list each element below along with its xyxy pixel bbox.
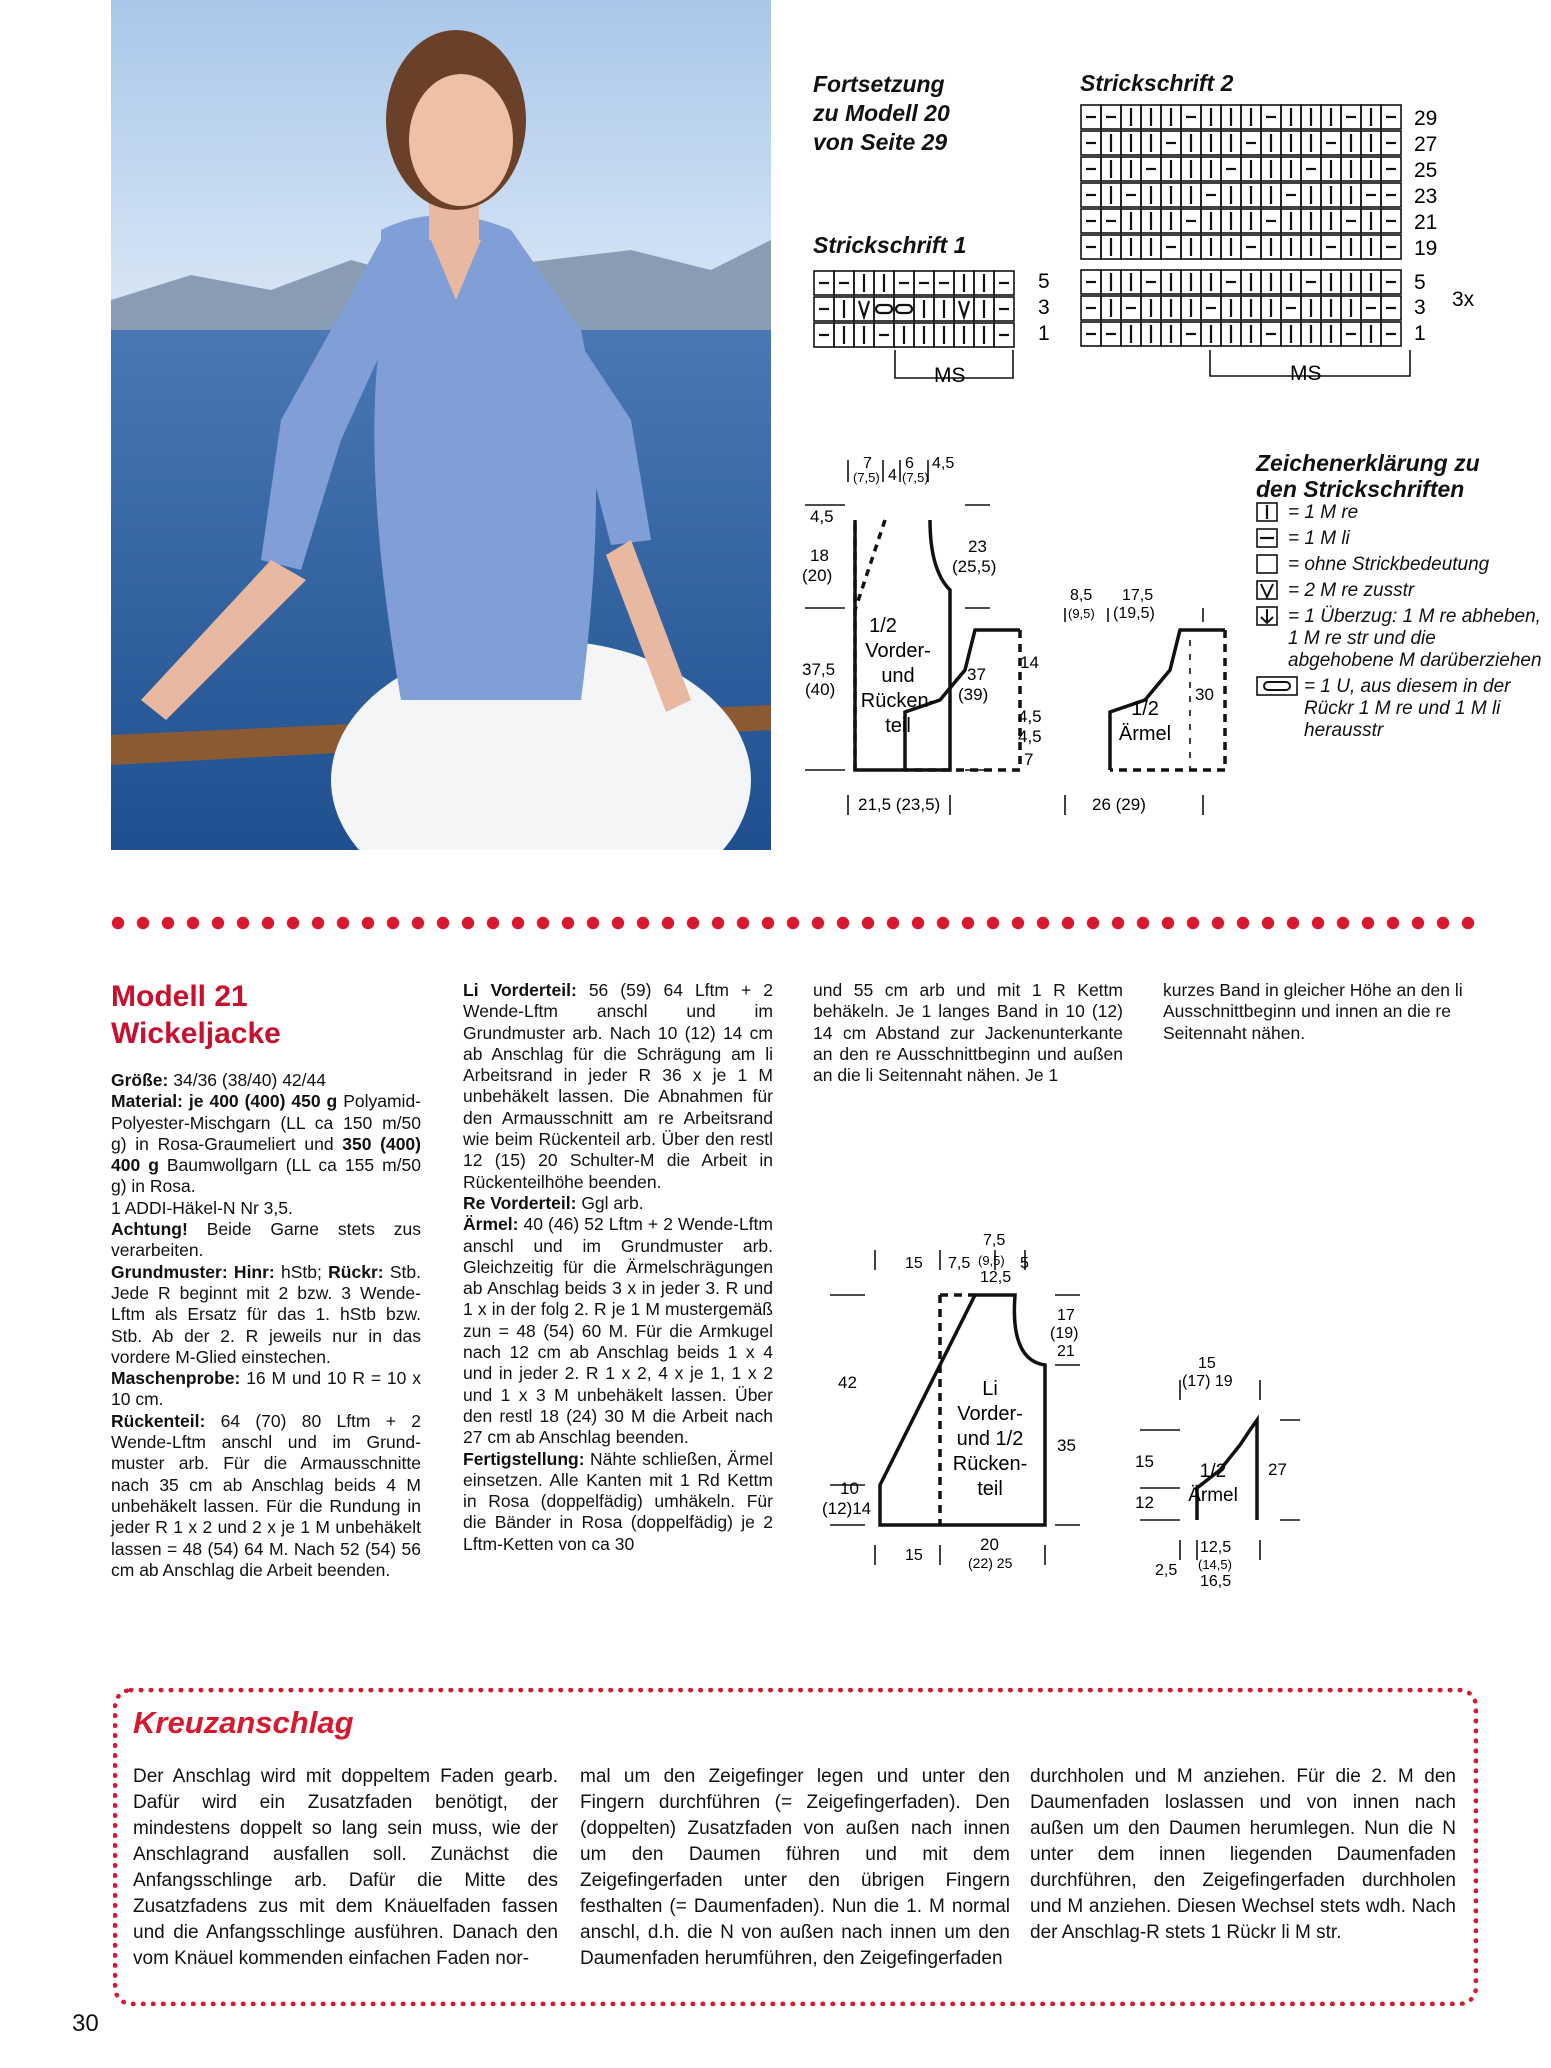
red-dot xyxy=(1137,917,1149,929)
red-dot xyxy=(487,917,499,929)
red-dot xyxy=(1362,917,1374,929)
top-m-c: 6 xyxy=(905,455,914,472)
chart2-row-3: 3 xyxy=(1414,296,1426,319)
instructions-col2: Li Vorderteil: 56 (59) 64 Lftm + 2 Wende-Lftm anschl und im Grundmuster arb. Nach 10 (12) 14 cm ab Anschlag für die Schrägung am li Arbeitsrand in jeder R 36 x je 1 M unbehäkelt lassen. Die Abnahmen für den Armausschnitt am re Arbeitsrand wie beim Rückenteil arb. Über den restl 12 (15) 20 Schulter-M die Arbeit in Rückenteilhöhe beenden. Re Vorderteil: Ggl arb. Ärmel: 40 (46) 52 Lftm + 2 Wende-Lftm anschl und im Grundmuster arb. Gleichzeitig für die Ärmelschrägungen ab Anschlag beids 3 x in jeder 3. R und 1 x in der folg 2. R je 1 M mustergemäß zun = 48 (54) 60 M. Für die Armkugel nach 12 cm ab Anschlag beids 1 x 4 und in jeder 2. R 1 x 2, 4 x je 1, 1 x 2 und 1 x 3 M unbehäkelt lassen. Über den restl 18 (24) 30 M die Arbeit nach 27 cm ab Anschlag beenden. Fertigstellung: Nähte schließen, Ärmel einsetzen. Alle Kanten mit 1 Rd Kettm in Rosa (doppelfädig) umhäkeln. Für die Bänder in Rosa (doppelfädig) je 2 Lftm-Ketten von ca 30 xyxy=(463,980,773,1554)
red-dot xyxy=(187,917,199,929)
instructions-col3: und 55 cm arb und mit 1 R Kettm behäkeln. Je 1 langes Band in 10 (12) 14 cm Abstand zur Jackenunterkante an den re Ausschnittbeginn und außen an die li Seitennaht nähen. Je 1 xyxy=(813,980,1123,1086)
instructions-col4: kurzes Band in gleicher Höhe an den li Ausschnittbeginn und innen an die re Seitennaht nähen. xyxy=(1163,980,1463,1043)
top-m-b: 4 xyxy=(888,467,897,484)
body-label-5: teil xyxy=(885,715,911,737)
br-m-a1: 17 xyxy=(1057,1307,1075,1324)
k2tog-symbol-icon xyxy=(1256,580,1284,600)
red-dot xyxy=(1012,917,1024,929)
red-dot xyxy=(1087,917,1099,929)
bb-m-b2: (22) 25 xyxy=(968,1555,1013,1571)
knitting-chart-2 xyxy=(1080,100,1520,390)
bt-m-a: 15 xyxy=(905,1255,923,1272)
red-dot xyxy=(662,917,674,929)
sleeve-bottom-m: 26 (29) xyxy=(1092,795,1146,814)
red-dot xyxy=(1462,917,1474,929)
sb-right: 27 xyxy=(1268,1460,1287,1479)
chart1-row-1: 1 xyxy=(1038,322,1050,345)
schematic-top xyxy=(800,450,1250,820)
red-dot xyxy=(262,917,274,929)
jacket-label-4: Rücken- xyxy=(952,1453,1028,1475)
sleeve-label-2: Ärmel xyxy=(1118,723,1172,745)
continuation-note xyxy=(813,70,950,157)
bl-m-a: 42 xyxy=(838,1373,857,1392)
red-dot xyxy=(787,917,799,929)
left-m-c1: 37,5 xyxy=(802,660,836,679)
red-dot xyxy=(362,917,374,929)
top-m-a: 7 xyxy=(863,455,872,472)
sb-left-b: 12 xyxy=(1135,1493,1154,1512)
red-dot xyxy=(1162,917,1174,929)
sleeve-left-m-a: 14 xyxy=(1020,653,1039,672)
right-m-a2: (25,5) xyxy=(952,557,997,576)
sb-bottom-a: 2,5 xyxy=(1155,1562,1178,1579)
red-dot xyxy=(237,917,249,929)
br-m-a2: (19) xyxy=(1050,1325,1079,1342)
chart2-row-25: 25 xyxy=(1414,159,1438,182)
bl-m-b2: (12)14 xyxy=(822,1499,872,1518)
bt-m-c: 5 xyxy=(1020,1255,1029,1272)
left-m-c2: (40) xyxy=(805,680,836,699)
legend-item-purl: = 1 M li xyxy=(1256,528,1546,550)
red-dot xyxy=(1337,917,1349,929)
red-dot xyxy=(462,917,474,929)
top-m-d: 4,5 xyxy=(932,455,955,472)
red-dot xyxy=(212,917,224,929)
k2tog-mark xyxy=(959,301,969,317)
model-title-line1: Modell 21 xyxy=(111,980,248,1013)
red-dot xyxy=(687,917,699,929)
red-dot xyxy=(937,917,949,929)
bl-m-b1: 10 xyxy=(840,1479,859,1498)
jacket-label-1: Li xyxy=(982,1378,998,1400)
sleeve-label-1: 1/2 xyxy=(1131,698,1159,720)
legend-item-empty: = ohne Strickbedeutung xyxy=(1256,554,1546,576)
info-box-col3: durchholen und M anziehen. Für die 2. M den Daumenfaden loslassen und von innen nach außen um den Daumen herumlegen. Nun die N unter dem innen liegenden Daumenfaden durchführen, den Zeigefingerfaden durchholen und M anziehen. Diesen Wechsel stets wdh. Nach der Anschlag-R stets 1 Rückr li M str. xyxy=(1030,1766,1456,1943)
chart2-row-5: 5 xyxy=(1414,271,1426,294)
bt-m-b1: 7,5 xyxy=(983,1232,1006,1249)
br-m-b: 35 xyxy=(1057,1436,1076,1455)
red-dot-divider xyxy=(110,913,1485,933)
model-title-line2: Wickeljacke xyxy=(111,1017,281,1050)
left-m-b2: (20) xyxy=(802,566,833,585)
sleeve-b-label-2: Ärmel xyxy=(1188,1485,1238,1506)
right-m-b1: 37 xyxy=(967,665,986,684)
chart1-row-5: 5 xyxy=(1038,270,1050,293)
schematic-bottom xyxy=(820,1230,1320,1610)
red-dot xyxy=(862,917,874,929)
red-dot xyxy=(737,917,749,929)
red-dot xyxy=(437,917,449,929)
bt-m-b0: 7,5 xyxy=(948,1255,971,1272)
top-m-a2: (7,5) xyxy=(853,470,880,485)
sleeve-right-m: 30 xyxy=(1195,685,1214,704)
model-photo xyxy=(111,0,771,850)
sb-left-a: 15 xyxy=(1135,1452,1154,1471)
bb-m-b1: 20 xyxy=(980,1535,999,1554)
sleeve-top-m-b1: 17,5 xyxy=(1122,587,1154,604)
info-box-col2: mal um den Zeigefinger legen und unter den Fingern durchführen (= Zeigefingerfaden). Den (doppelten) Zusatzfaden von außen nach innen um den Daumen führen und mit dem Zeigefingerfaden unter den übrigen Fingern festhalten (= Daumenfaden). Nun die 1. M normal anschl, d.h. die N von außen nach innen um den Daumenfaden herumführen, den Zeigefingerfaden xyxy=(580,1766,1010,1969)
sleeve-top-m-a: 8,5 xyxy=(1070,587,1093,604)
red-dot xyxy=(537,917,549,929)
body-label-4: Rücken- xyxy=(860,690,936,712)
chart2-row-19: 19 xyxy=(1414,237,1438,260)
sb-top2: (17) 19 xyxy=(1182,1373,1233,1390)
sb-bottom-b3: 16,5 xyxy=(1200,1573,1232,1590)
red-dot xyxy=(1187,917,1199,929)
red-dot xyxy=(837,917,849,929)
red-dot xyxy=(812,917,824,929)
red-dot xyxy=(912,917,924,929)
red-dot xyxy=(887,917,899,929)
legend-title-line1: Zeichenerklärung zu xyxy=(1256,450,1480,476)
chart2-row-27: 27 xyxy=(1414,133,1438,156)
body-label-1: 1/2 xyxy=(869,615,897,637)
chart2-row-29: 29 xyxy=(1414,107,1438,130)
red-dot xyxy=(337,917,349,929)
instructions-col1: Größe: 34/36 (38/40) 42/44 Material: je 400 (400) 450 g Polyamid-Polyester-Mischgarn (LL ca 150 m/50 g) in Rosa-Graumeliert und 350 (400) 400 g Baumwollgarn (LL ca 155 m/50 g) in Rosa. 1 ADDI-Häkel-N Nr 3,5. Achtung! Beide Garne stets zus verarbeiten. Grundmuster: Hinr: hStb; Rückr: Stb. Jede R beginnt mit 2 bzw. 3 Wende-Lftm als Ersatz für das 1. hStb bzw. Stb. Ab der 2. R jeweils nur in das vordere M-Glied einstechen. Maschenprobe: 16 M und 10 R = 10 x 10 cm. Rückenteil: 64 (70) 80 Lftm + 2 Wende-Lftm anschl und im Grund-muster arb. Für die Armausschnitte nach 35 cm ab Anschlag beids 4 M unbehäkelt lassen. Für die Rundung in jeder R 1 x 2 und 2 x je 1 M unbehäkelt lassen = 48 (54) 64 M. Nach 52 (54) 56 cm ab Anschlag die Arbeit beenden. xyxy=(111,1070,421,1580)
sb-bottom-b2: (14,5) xyxy=(1198,1557,1232,1572)
red-dot xyxy=(562,917,574,929)
red-dot xyxy=(1412,917,1424,929)
yo-mark xyxy=(896,305,912,313)
red-dot xyxy=(712,917,724,929)
red-dot xyxy=(1262,917,1274,929)
photo-illustration xyxy=(111,0,771,850)
jacket-label-2: Vorder- xyxy=(957,1403,1023,1425)
red-dot xyxy=(1437,917,1449,929)
sleeve-b-label-1: 1/2 xyxy=(1199,1461,1227,1482)
legend-item-yo: = 1 U, aus diesem in der Rückr 1 M re und 1 M li herausstr xyxy=(1256,676,1546,742)
right-m-a1: 23 xyxy=(968,537,987,556)
sb-bottom-b1: 12,5 xyxy=(1200,1539,1232,1556)
purl-symbol-icon xyxy=(1256,528,1284,548)
jacket-label-5: teil xyxy=(977,1478,1003,1500)
chart1-repeat-label: MS xyxy=(934,364,966,387)
left-m-a: 4,5 xyxy=(810,507,834,526)
legend-item-skp: = 1 Überzug: 1 M re abheben, 1 M re str und die abgehobene M darüberziehen xyxy=(1256,606,1546,672)
red-dot xyxy=(312,917,324,929)
sb-top1: 15 xyxy=(1198,1355,1216,1372)
legend-title xyxy=(1256,450,1480,502)
knit-symbol-icon xyxy=(1256,502,1284,522)
continuation-line1: Fortsetzung xyxy=(813,71,945,97)
continuation-line3: von Seite 29 xyxy=(813,129,948,155)
legend-item-knit: = 1 M re xyxy=(1256,502,1546,524)
red-dot xyxy=(137,917,149,929)
body-neckline-dashed xyxy=(855,520,885,610)
red-dot xyxy=(112,917,124,929)
empty-square-icon xyxy=(1256,554,1284,574)
chart1-title: Strickschrift 1 xyxy=(813,232,967,258)
bt-m-b3: 12,5 xyxy=(980,1269,1012,1286)
br-m-a3: 21 xyxy=(1057,1343,1075,1360)
sleeve-top-m-b2: (19,5) xyxy=(1113,605,1155,622)
chart2-title: Strickschrift 2 xyxy=(1080,70,1234,96)
body-bottom-m: 21,5 (23,5) xyxy=(858,795,941,814)
jacket-label-3: und 1/2 xyxy=(956,1428,1024,1450)
chart1-row-3: 3 xyxy=(1038,296,1050,319)
red-dot xyxy=(412,917,424,929)
red-dot xyxy=(387,917,399,929)
chart2-grid xyxy=(1081,105,1401,346)
left-m-b1: 18 xyxy=(810,546,829,565)
sleeve-left-m-b: 4,5 xyxy=(1018,707,1042,726)
legend-item-k2tog: = 2 M re zusstr xyxy=(1256,580,1546,602)
red-dot xyxy=(1287,917,1299,929)
red-dot xyxy=(287,917,299,929)
info-box-col1: Der Anschlag wird mit doppeltem Faden gearb. Dafür wird ein Zusatzfaden benötigt, der mindestens doppelt so lang sein muss, wie der Anschlagrand ausfallen soll. Zunächst die Anfangsschlinge arb. Dafür die Mitte des Zusatzfadens zus mit dem Knäuelfaden fassen und die Anfangsschlinge ausführen. Danach den vom Knäuel kommenden einfachen Faden nor- xyxy=(133,1766,558,1969)
red-dot xyxy=(762,917,774,929)
body-label-2: Vorder- xyxy=(865,640,931,662)
bt-m-b2: (9,5) xyxy=(978,1253,1005,1268)
chart2-row-21: 21 xyxy=(1414,211,1438,234)
body-label-3: und xyxy=(881,665,915,687)
sleeve-left-m-c: 4,5 xyxy=(1018,727,1042,746)
red-dot xyxy=(162,917,174,929)
right-m-b2: (39) xyxy=(958,685,989,704)
red-dot xyxy=(1212,917,1224,929)
yo-mark xyxy=(876,305,892,313)
info-box-title: Kreuzanschlag xyxy=(133,1705,354,1740)
red-dot xyxy=(987,917,999,929)
top-m-c2: (7,5) xyxy=(902,470,929,485)
knitting-chart-1 xyxy=(813,258,1083,388)
sleeve-top-m-a2: (9,5) xyxy=(1068,606,1095,621)
red-dot xyxy=(512,917,524,929)
overpass-symbol-icon xyxy=(1256,606,1284,626)
sleeve-left-m-d: 7 xyxy=(1024,750,1034,769)
model-title xyxy=(111,978,281,1052)
legend xyxy=(1256,502,1546,746)
page-number: 30 xyxy=(72,2010,99,2037)
bb-m-a: 15 xyxy=(905,1547,923,1564)
red-dot xyxy=(1112,917,1124,929)
red-dot xyxy=(637,917,649,929)
red-dot xyxy=(962,917,974,929)
red-dot xyxy=(612,917,624,929)
chart2-repeat-note: 3x xyxy=(1452,288,1475,311)
red-dot xyxy=(1387,917,1399,929)
chart2-row-1: 1 xyxy=(1414,322,1426,345)
chart2-repeat-label: MS xyxy=(1290,362,1322,385)
red-dot xyxy=(587,917,599,929)
chart2-row-23: 23 xyxy=(1414,185,1438,208)
red-dot xyxy=(1312,917,1324,929)
red-dot xyxy=(1062,917,1074,929)
red-dot xyxy=(1237,917,1249,929)
red-dot xyxy=(1037,917,1049,929)
yarn-over-symbol-icon xyxy=(1256,676,1300,696)
k2tog-mark xyxy=(859,301,869,317)
continuation-line2: zu Modell 20 xyxy=(813,100,950,126)
legend-title-line2: den Strickschriften xyxy=(1256,476,1465,502)
